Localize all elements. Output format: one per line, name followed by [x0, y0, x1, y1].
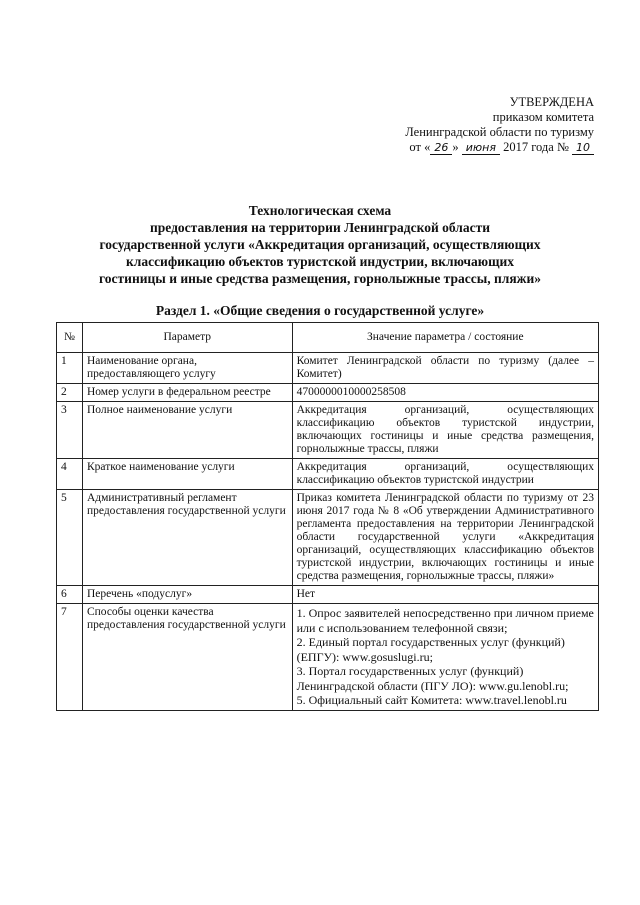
- handwritten-month: июня: [462, 141, 500, 155]
- document-title: [40, 202, 600, 287]
- section-heading: Раздел 1. «Общие сведения о государственной услуге»: [155, 303, 485, 318]
- date-mid: »: [452, 140, 459, 154]
- row-parameter: Административный регламент предоставления государственной услуги: [82, 490, 292, 586]
- approval-order: приказом комитета: [492, 110, 594, 124]
- row-value: Нет: [292, 586, 598, 604]
- date-prefix: от «: [409, 140, 431, 154]
- header-number: №: [57, 323, 83, 353]
- row-number: 5: [57, 490, 83, 586]
- row-value: Аккредитация организаций, осуществляющих классификацию объектов туристской индустрии: [292, 459, 598, 490]
- service-info-table: [56, 322, 599, 711]
- title-line-2: предоставления на территории Ленинградской области: [150, 220, 490, 235]
- quality-method-item: 3. Портал государственных услуг (функций) Ленинградской области (ПГУ ЛО): www.gu.lenobl.ru;: [296, 664, 569, 693]
- handwritten-day: 26: [430, 141, 452, 155]
- row-value: Аккредитация организаций, осуществляющих классификацию объектов туристской индустрии, включающих гостиницы и иные средства размещения, горнолыжные трассы, пляжи: [292, 402, 598, 459]
- approval-title: УТВЕРЖДЕНА: [509, 95, 594, 109]
- row-value: 4700000010000258508: [292, 384, 598, 402]
- table-header-row: [57, 323, 599, 353]
- row-parameter: Краткое наименование услуги: [82, 459, 292, 490]
- approval-committee: Ленинградской области по туризму: [405, 125, 594, 139]
- quality-method-item: 1. Опрос заявителей непосредственно при личном приеме или с использованием телефонной связи;: [296, 606, 594, 635]
- header-parameter: Параметр: [82, 323, 292, 353]
- title-line-4: классификацию объектов туристской индустрии, включающих: [125, 254, 515, 269]
- row-parameter: Способы оценки качества предоставления государственной услуги: [82, 604, 292, 711]
- row-parameter: Номер услуги в федеральном реестре: [82, 384, 292, 402]
- table-row: [57, 459, 599, 490]
- row-number: 3: [57, 402, 83, 459]
- title-line-1: Технологическая схема: [248, 203, 392, 218]
- row-number: 6: [57, 586, 83, 604]
- table-row: [57, 384, 599, 402]
- row-parameter: Перечень «подуслуг»: [82, 586, 292, 604]
- quality-method-item: 5. Официальный сайт Комитета: www.travel.lenobl.ru: [296, 693, 567, 707]
- row-number: 1: [57, 353, 83, 384]
- row-parameter: Наименование органа, предоставляющего услугу: [82, 353, 292, 384]
- row-number: 4: [57, 459, 83, 490]
- table-row: [57, 402, 599, 459]
- header-value: Значение параметра / состояние: [292, 323, 598, 353]
- quality-method-item: 2. Единый портал государственных услуг (функций) (ЕПГУ): www.gosuslugi.ru;: [296, 635, 565, 664]
- table-row: [57, 353, 599, 384]
- handwritten-number: 10: [572, 141, 594, 155]
- title-line-5: гостиницы и иные средства размещения, горнолыжные трассы, пляжи»: [99, 271, 541, 286]
- title-line-3: государственной услуги «Аккредитация организаций, осуществляющих: [99, 237, 541, 252]
- row-number: 2: [57, 384, 83, 402]
- table-row: [57, 586, 599, 604]
- row-parameter: Полное наименование услуги: [82, 402, 292, 459]
- approval-stamp: [405, 95, 594, 155]
- row-value: [292, 604, 598, 711]
- table-row: [57, 604, 599, 711]
- date-year: 2017 года №: [503, 140, 569, 154]
- row-value: Приказ комитета Ленинградской области по туризму от 23 июня 2017 года № 8 «Об утверждении Административного регламента предоставления на территории Ленинградской области государственной услуги «Аккредитация организаций, осуществляющих классификацию объектов туристской индустрии, включающих гостиницы и иные средства размещения, горнолыжные трассы, пляжи»: [292, 490, 598, 586]
- row-value: Комитет Ленинградской области по туризму (далее – Комитет): [292, 353, 598, 384]
- approval-date: [405, 140, 594, 155]
- row-number: 7: [57, 604, 83, 711]
- table-row: [57, 490, 599, 586]
